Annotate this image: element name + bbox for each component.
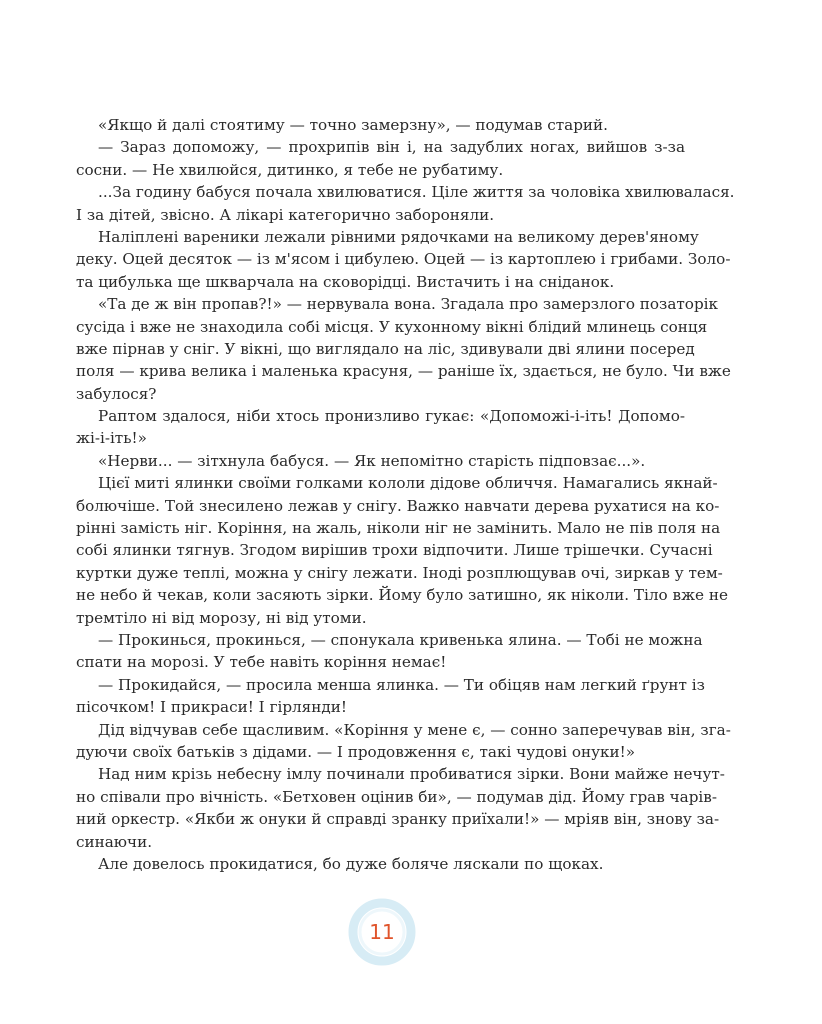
text-line: куртки дуже теплі, можна у снігу лежати. Іноді розплющував очі, зиркав у тем-: [76, 563, 723, 582]
text-line: сусіда і вже не знаходила собі місця. У кухонному вікні блідий млинець сонця: [76, 317, 708, 336]
text-line: І за дітей, звісно. А лікарі категорично забороняли.: [76, 205, 495, 224]
text-line: спати на морозі. У тебе навіть коріння немає!: [76, 653, 447, 672]
page-number-badge: [346, 896, 418, 968]
text-line: «Та де ж він пропав?!» — нервувала вона. Згадала про замерзлого позаторік: [98, 295, 719, 314]
text-line: Наліплені вареники лежали рівними рядочками на великому дерев'яному: [98, 227, 699, 246]
text-line: не небо й чекав, коли засяють зірки. Йому було затишно, як ніколи. Тіло вже не: [76, 586, 728, 605]
text-line: болючіше. Той знесилено лежав у снігу. Важко навчати дерева рухатися на ко-: [76, 496, 720, 515]
text-line: тремтіло ні від морозу, ні від утоми.: [76, 608, 367, 627]
text-line: жі-і-іть!»: [76, 429, 147, 448]
text-line: ...За годину бабуся почала хвилюватися. Ціле життя за чоловіка хвилювалася.: [98, 183, 735, 202]
text-line: — Прокидайся, — просила менша ялинка. — Ти обіцяв нам легкий ґрунт із: [98, 675, 705, 694]
text-line: собі ялинки тягнув. Згодом вирішив трохи відпочити. Лише трішечки. Сучасні: [76, 541, 713, 560]
text-line: Цієї миті ялинки своїми голками кололи дідове обличчя. Намагались якнай-: [98, 474, 718, 493]
page-body: [76, 114, 735, 875]
text-line: «Якщо й далі стоятиму — точно замерзну», — подумав старий.: [98, 116, 608, 134]
text-line: «Нерви... — зітхнула бабуся. — Як непомітно старість підповзає...».: [98, 451, 646, 470]
text-line: Над ним крізь небесну імлу починали пробиватися зірки. Вони майже нечут-: [98, 765, 725, 784]
page-number: 11: [369, 920, 395, 944]
text-line: Дід відчував себе щасливим. «Коріння у мене є, — сонно заперечував він, зга-: [98, 720, 731, 739]
text-line: Але довелось прокидатися, бо дуже боляче ляскали по щоках.: [98, 854, 604, 873]
text-line: Раптом здалося, ніби хтось пронизливо гукає: «Допоможі-і-іть! Допомо-: [98, 407, 685, 426]
text-line: но співали про вічність. «Бетховен оцінив би», — подумав дід. Йому грав чарів-: [76, 787, 717, 806]
text-line: сосни. — Не хвилюйся, дитинко, я тебе не рубатиму.: [76, 160, 504, 179]
text-line: синаючи.: [76, 832, 153, 851]
text-line: дуючи своїх батьків з дідами. — І продовження є, такі чудові онуки!»: [76, 742, 636, 761]
text-line: рінні замість ніг. Коріння, на жаль, ніколи ніг не замінить. Мало не пів поля на: [76, 519, 721, 538]
text-line: та цибулька ще шкварчала на сковорідці. Вистачить і на сніданок.: [76, 272, 615, 291]
text-line: — Зараз допоможу, — прохрипів він і, на задублих ногах, вийшов з-за: [98, 138, 685, 157]
text-line: вже пірнав у сніг. У вікні, що виглядало на ліс, здивували дві ялини посеред: [76, 339, 695, 358]
text-line: поля — крива велика і маленька красуня, — раніше їх, здається, не було. Чи вже: [76, 362, 731, 381]
text-line: пісочком! І прикраси! І гірлянди!: [76, 698, 347, 717]
text-line: — Прокинься, прокинься, — спонукала кривенька ялина. — Тобі не можна: [98, 630, 703, 649]
text-line: ний оркестр. «Якби ж онуки й справді зранку приїхали!» — мріяв він, знову за-: [76, 810, 720, 829]
text-line: деку. Оцей десяток — із м'ясом і цибулею. Оцей — із картоплею і грибами. Золо-: [76, 250, 731, 269]
text-line: забулося?: [76, 384, 157, 403]
